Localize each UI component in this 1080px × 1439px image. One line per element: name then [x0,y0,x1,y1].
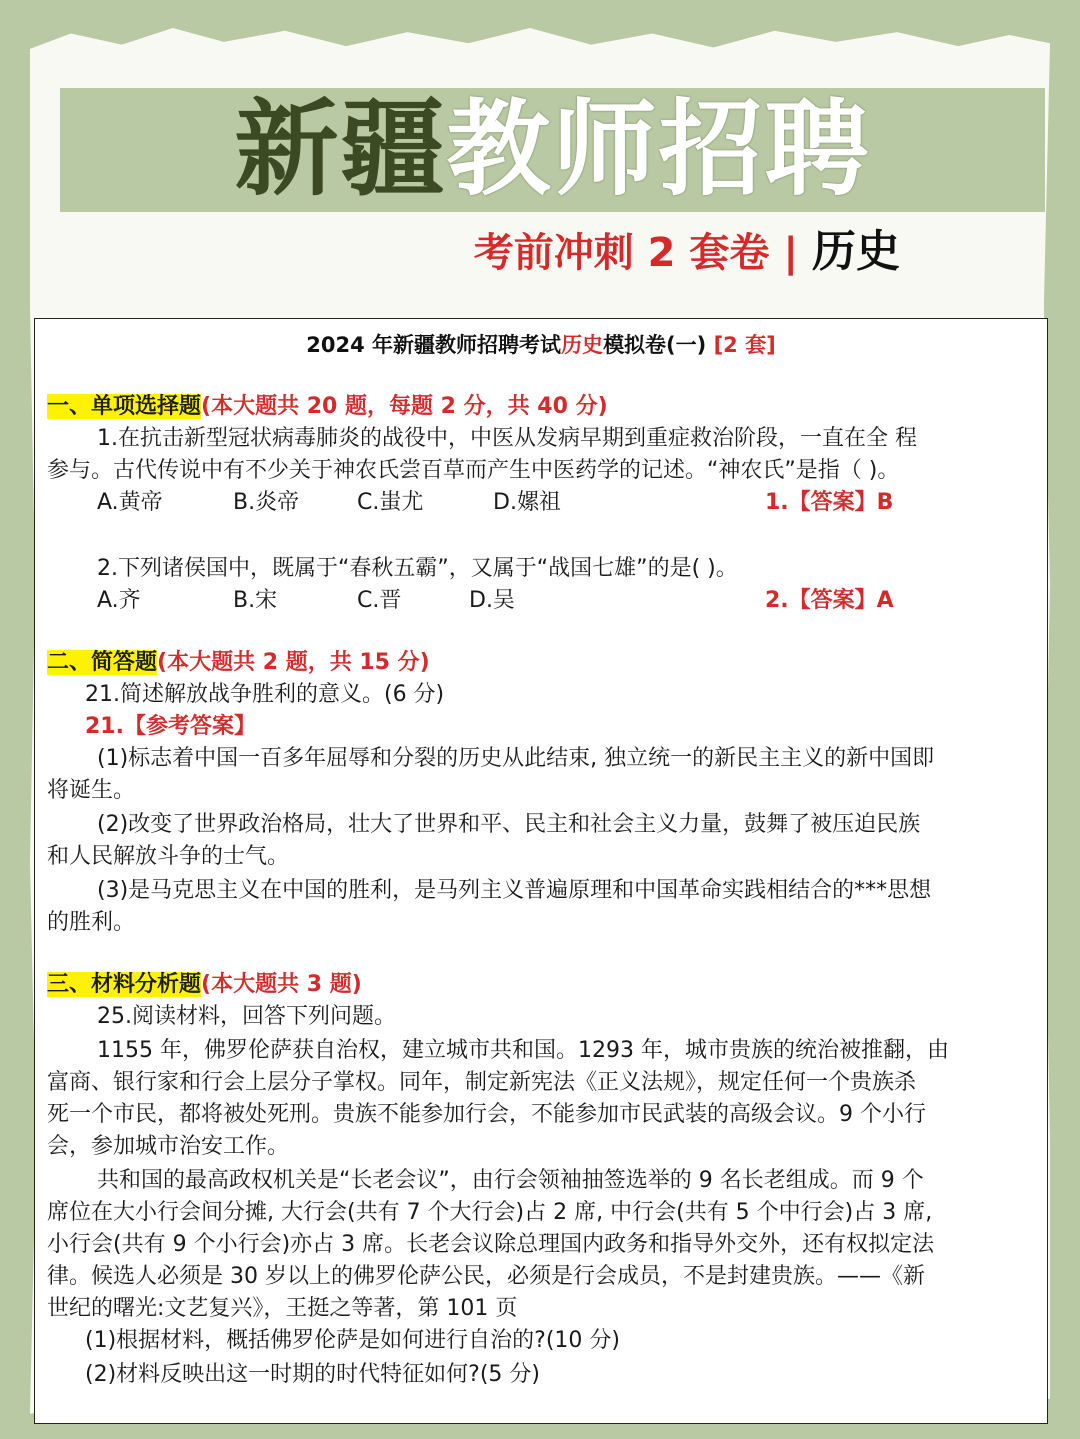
q2-option-a: A.齐 [97,588,141,613]
doc-title-tag: [2 套] [713,333,776,357]
doc-title [35,329,1047,359]
q1-option-b: B.炎帝 [233,490,300,515]
material-line-4: 会，参加城市治安工作。 [47,1134,290,1159]
subtitle-separator: | [783,230,798,276]
q1-answer: 1.【答案】B [765,490,894,515]
q21-point-2a: (2)改变了世界政治格局，壮大了世界和平、民主和社会主义力量，鼓舞了被压迫民族 [97,812,921,837]
section-1-label: 一、单项选择题 [47,394,202,419]
section-3-label: 三、材料分析题 [47,972,202,997]
sub-question-1: (1)根据材料，概括佛罗伦萨是如何进行自治的?(10 分) [85,1328,620,1353]
q1-option-a: A.黄帝 [97,490,163,515]
section-3-note: (本大题共 3 题) [201,972,362,997]
section-2-note: (本大题共 2 题，共 15 分) [157,650,430,675]
q21-reference-answer: 21.【参考答案】 [85,714,256,739]
q1-line-1: 1.在抗击新型冠状病毒肺炎的战役中，中医从发病早期到重症救治阶段，一直在全 程 [97,426,917,451]
q1-line-2: 参与。古代传说中有不少关于神农氏尝百草而产生中医药学的记述。“神农氏”是指（ )。 [47,458,900,483]
sub-question-2: (2)材料反映出这一时期的时代特征如何?(5 分) [85,1362,540,1387]
material-line-7: 小行会(共有 9 个小行会)亦占 3 席。长老会议除总理国内政务和指导外交外，还有权拟定法 [47,1232,935,1257]
section-1-note: (本大题共 20 题，每题 2 分，共 40 分) [201,394,608,419]
q21-point-2b: 和人民解放斗争的士气。 [47,844,290,869]
q2-line-1: 2.下列诸侯国中，既属于“春秋五霸”，又属于“战国七雄”的是( )。 [97,556,738,581]
exam-document [34,318,1048,1424]
doc-title-mid: 模拟卷(一) [603,333,714,357]
title-dark-part: 新疆 [234,88,447,210]
subtitle-red: 考前冲刺 2 套卷 [473,230,770,276]
material-line-8: 律。候选人必须是 30 岁以上的佛罗伦萨公民，必须是行会成员，不是封建贵族。——《新 [47,1264,925,1289]
q21-point-3a: (3)是马克思主义在中国的胜利，是马列主义普遍原理和中国革命实践相结合的***思想 [97,878,932,903]
q1-options [97,487,561,519]
material-line-9: 世纪的曙光:文艺复兴》，王挺之等著，第 101 页 [47,1296,518,1321]
section-1-heading [47,391,608,423]
subtitle-subject: 历史 [812,226,900,277]
subtitle [474,224,900,280]
doc-title-prefix: 2024 年新疆教师招聘考试 [306,333,562,357]
q25: 25.阅读材料，回答下列问题。 [97,1004,396,1029]
material-line-3: 死一个市民，都将被处死刑。贵族不能参加行会，不能参加市民武装的高级会议。9 个小行 [47,1102,926,1127]
q1-option-c: C.蚩尤 [357,490,424,515]
q21-point-3b: 的胜利。 [47,910,136,935]
doc-title-subject: 历史 [561,333,604,357]
material-line-2: 富商、银行家和行会上层分子掌权。同年，制定新宪法《正义法规》，规定任何一个贵族杀 [47,1070,917,1095]
q1-option-d: D.嫘祖 [493,490,561,515]
material-line-6: 席位在大小行会间分摊, 大行会(共有 7 个大行会)占 2 席, 中行会(共有 5 个中行会)占 3 席, [47,1200,933,1225]
section-2-heading [47,647,430,679]
q21: 21.简述解放战争胜利的意义。(6 分) [85,682,445,707]
page-title [60,84,1045,214]
material-line-5: 共和国的最高政权机关是“长老会议”，由行会领袖抽签选举的 9 名长老组成。而 9 个 [97,1168,924,1193]
q21-point-1b: 将诞生。 [47,778,136,803]
section-3-heading [47,969,362,1001]
q2-option-b: B.宋 [233,588,278,613]
section-2-label: 二、简答题 [47,650,158,675]
q2-option-c: C.晋 [357,588,402,613]
q21-point-1a: (1)标志着中国一百多年屈辱和分裂的历史从此结束, 独立统一的新民主主义的新中国即 [97,746,935,771]
q2-answer: 2.【答案】A [765,588,894,613]
q2-option-d: D.吴 [469,588,515,613]
q2-options [97,585,515,617]
material-line-1: 1155 年，佛罗伦萨获自治权，建立城市共和国。1293 年，城市贵族的统治被推翻，由 [97,1038,949,1063]
title-light-part: 教师招聘 [446,88,871,210]
